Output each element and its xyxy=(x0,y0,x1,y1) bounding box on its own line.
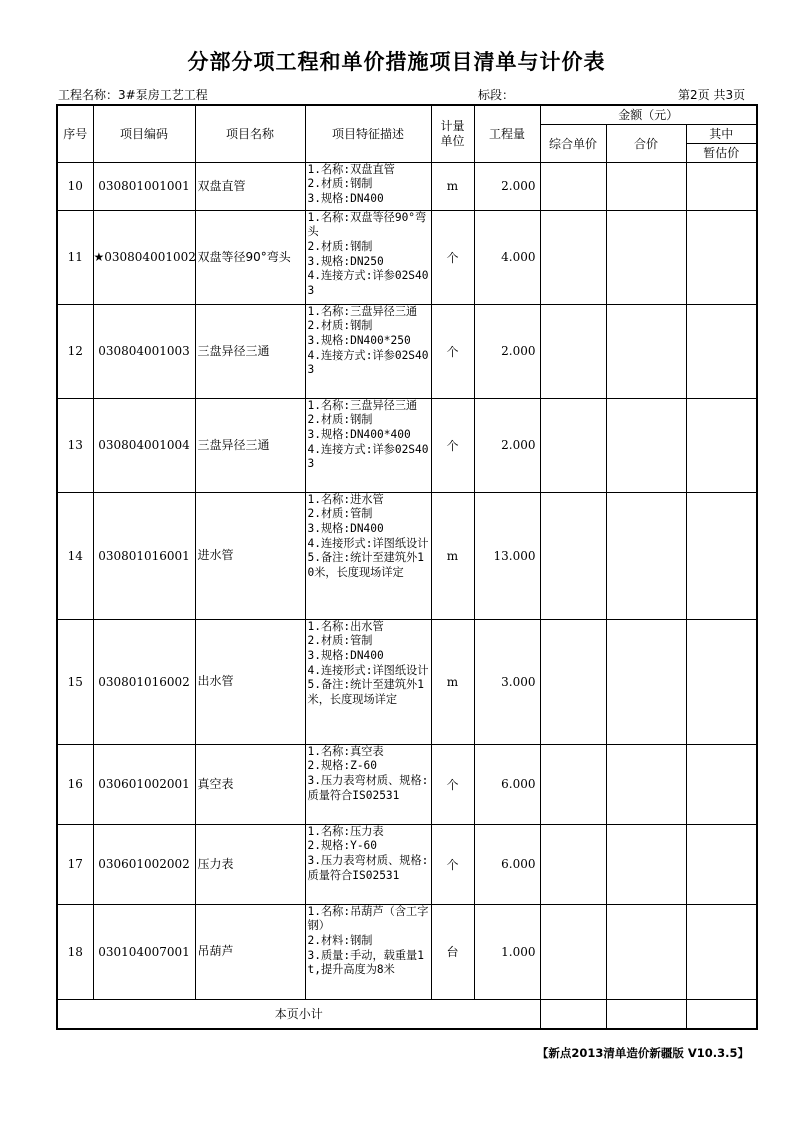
row-desc-text: 1.名称:双盘直管 2.材质:钢制 3.规格:DN400 xyxy=(307,162,395,205)
row-unit-text: 个 xyxy=(446,857,459,872)
row-qty-text: 2.000 xyxy=(501,344,536,358)
row-qty-text: 6.000 xyxy=(501,777,536,791)
header-unit-price: 综合单价 xyxy=(540,124,606,162)
row-seq xyxy=(57,492,93,619)
subtotal-total xyxy=(606,999,686,1029)
row-provisional xyxy=(686,304,757,398)
row-unit xyxy=(431,398,474,492)
row-desc-text: 1.名称:吊葫芦（含工字钢） 2.材料:钢制 3.质量:手动，载重量1t,提升高度为8米 xyxy=(307,904,429,977)
row-name xyxy=(195,162,305,210)
table-row xyxy=(57,210,757,304)
project-name: 工程名称：3#泵房工艺工程 xyxy=(58,88,208,102)
subtotal-unit-price xyxy=(540,999,606,1029)
row-qty xyxy=(474,744,540,824)
table-row xyxy=(57,904,757,999)
row-unit xyxy=(431,904,474,999)
row-code-text: 030601002001 xyxy=(98,777,190,791)
header-seq: 序号 xyxy=(57,105,93,162)
table-row xyxy=(57,824,757,904)
row-qty xyxy=(474,619,540,744)
row-name xyxy=(195,744,305,824)
header-amount: 金额（元） xyxy=(540,105,757,124)
row-provisional xyxy=(686,904,757,999)
row-unit xyxy=(431,304,474,398)
row-seq-text: 18 xyxy=(67,944,83,959)
row-provisional xyxy=(686,210,757,304)
subtotal-label: 本页小计 xyxy=(57,999,540,1029)
row-unit xyxy=(431,619,474,744)
row-name-text: 三盘异径三通 xyxy=(197,343,270,358)
row-desc xyxy=(305,619,431,744)
row-seq xyxy=(57,304,93,398)
row-desc xyxy=(305,304,431,398)
row-code xyxy=(93,744,195,824)
table-row xyxy=(57,744,757,824)
row-total xyxy=(606,162,686,210)
row-code xyxy=(93,619,195,744)
row-name-text: 压力表 xyxy=(197,856,234,871)
row-provisional xyxy=(686,162,757,210)
row-seq-text: 16 xyxy=(67,777,83,791)
row-qty-text: 1.000 xyxy=(501,944,536,959)
row-code xyxy=(93,492,195,619)
row-total xyxy=(606,904,686,999)
row-seq-text: 13 xyxy=(67,438,83,452)
row-seq xyxy=(57,398,93,492)
table-row xyxy=(57,304,757,398)
row-desc-text: 1.名称:三盘异径三通 2.材质:钢制 3.规格:DN400*250 4.连接方式:详参02S403 xyxy=(307,304,429,377)
row-code-text: 030801001001 xyxy=(98,179,190,193)
row-desc xyxy=(305,824,431,904)
row-unit xyxy=(431,744,474,824)
subtotal-provisional xyxy=(686,999,757,1029)
header-qty: 工程量 xyxy=(474,105,540,162)
row-provisional xyxy=(686,824,757,904)
row-seq-text: 11 xyxy=(67,250,83,264)
row-desc-text: 1.名称:进水管 2.材质:管制 3.规格:DN400 4.连接形式:详图纸设计 5.备注:统计至建筑外10米，长度现场详定 xyxy=(307,492,429,580)
header-code: 项目编码 xyxy=(93,105,195,162)
row-code-text: 030804001003 xyxy=(98,344,190,358)
row-unit-price xyxy=(540,210,606,304)
row-unit-text: m xyxy=(446,548,459,563)
row-code-text: 030804001004 xyxy=(98,438,190,452)
row-name-text: 进水管 xyxy=(197,548,234,562)
row-unit-text: 个 xyxy=(446,250,459,265)
row-qty xyxy=(474,492,540,619)
row-qty xyxy=(474,210,540,304)
row-desc xyxy=(305,210,431,304)
row-name xyxy=(195,492,305,619)
header-desc: 项目特征描述 xyxy=(305,105,431,162)
row-unit-price xyxy=(540,492,606,619)
bill-of-quantities-table xyxy=(56,104,758,1030)
header-total: 合价 xyxy=(606,124,686,162)
row-unit-text: 个 xyxy=(446,438,459,453)
row-seq xyxy=(57,162,93,210)
row-name xyxy=(195,824,305,904)
row-unit-price xyxy=(540,398,606,492)
row-total xyxy=(606,304,686,398)
row-code-text: ★030804001002 xyxy=(93,250,196,264)
row-total xyxy=(606,398,686,492)
table-row xyxy=(57,162,757,210)
row-provisional xyxy=(686,492,757,619)
row-name xyxy=(195,210,305,304)
row-qty-text: 2.000 xyxy=(501,179,536,193)
row-name-text: 三盘异径三通 xyxy=(197,437,270,452)
table-row xyxy=(57,619,757,744)
row-desc-text: 1.名称:真空表 2.规格:Z-60 3.压力表弯材质、规格:质量符合IS02531 xyxy=(307,744,429,802)
row-total xyxy=(606,210,686,304)
row-desc xyxy=(305,398,431,492)
row-desc-text: 1.名称:三盘异径三通 2.材质:钢制 3.规格:DN400*400 4.连接方式:详参02S403 xyxy=(307,398,429,471)
row-unit-text: m xyxy=(446,674,459,689)
row-code xyxy=(93,304,195,398)
header-unit: 计量单位 xyxy=(431,105,474,162)
row-seq-text: 17 xyxy=(67,857,83,871)
row-unit-price xyxy=(540,162,606,210)
row-name xyxy=(195,904,305,999)
row-seq xyxy=(57,904,93,999)
row-code xyxy=(93,398,195,492)
row-code-text: 030601002002 xyxy=(98,857,190,871)
header-name: 项目名称 xyxy=(195,105,305,162)
section-label: 标段： xyxy=(478,88,515,102)
table-row xyxy=(57,492,757,619)
row-desc xyxy=(305,492,431,619)
row-seq xyxy=(57,619,93,744)
row-qty xyxy=(474,162,540,210)
row-seq-text: 15 xyxy=(67,674,83,689)
row-code xyxy=(93,162,195,210)
table-row xyxy=(57,398,757,492)
row-name xyxy=(195,398,305,492)
row-seq-text: 14 xyxy=(67,548,83,563)
row-code xyxy=(93,904,195,999)
row-desc xyxy=(305,162,431,210)
row-desc-text: 1.名称:双盘等径90°弯头 2.材质:钢制 3.规格:DN250 4.连接方式:详参02S403 xyxy=(307,210,429,298)
row-unit-price xyxy=(540,904,606,999)
software-footer: 【新点2013清单造价新疆版 V10.3.5】 xyxy=(536,1046,749,1060)
row-unit xyxy=(431,492,474,619)
row-unit-price xyxy=(540,744,606,824)
header-provisional: 暂估价 xyxy=(686,143,757,162)
row-qty-text: 13.000 xyxy=(493,548,536,563)
row-qty-text: 4.000 xyxy=(501,250,536,264)
row-unit-price xyxy=(540,304,606,398)
row-code-text: 030801016001 xyxy=(98,548,190,563)
row-desc xyxy=(305,904,431,999)
row-provisional xyxy=(686,398,757,492)
row-unit-text: 个 xyxy=(446,777,459,792)
row-total xyxy=(606,744,686,824)
row-total xyxy=(606,619,686,744)
row-unit xyxy=(431,162,474,210)
row-unit-price xyxy=(540,619,606,744)
row-code xyxy=(93,824,195,904)
row-provisional xyxy=(686,619,757,744)
row-provisional xyxy=(686,744,757,824)
row-name-text: 吊葫芦 xyxy=(197,944,234,958)
row-qty-text: 2.000 xyxy=(501,438,536,452)
row-name-text: 真空表 xyxy=(197,776,234,791)
row-seq-text: 10 xyxy=(67,179,83,193)
row-total xyxy=(606,492,686,619)
row-code-text: 030104007001 xyxy=(98,944,190,959)
row-name-text: 双盘等径90°弯头 xyxy=(197,249,291,264)
row-name xyxy=(195,304,305,398)
row-code xyxy=(93,210,195,304)
row-name-text: 双盘直管 xyxy=(197,178,246,193)
row-seq-text: 12 xyxy=(67,344,83,358)
row-seq xyxy=(57,210,93,304)
row-unit xyxy=(431,824,474,904)
row-unit-text: m xyxy=(446,179,459,193)
page-number: 第2页 共3页 xyxy=(678,88,746,102)
row-unit-text: 台 xyxy=(446,945,459,959)
row-qty-text: 6.000 xyxy=(501,857,536,871)
row-desc-text: 1.名称:出水管 2.材质:管制 3.规格:DN400 4.连接形式:详图纸设计 5.备注:统计至建筑外1米，长度现场详定 xyxy=(307,619,429,707)
row-qty-text: 3.000 xyxy=(501,674,536,689)
row-name xyxy=(195,619,305,744)
row-qty xyxy=(474,398,540,492)
row-seq xyxy=(57,744,93,824)
row-desc-text: 1.名称:压力表 2.规格:Y-60 3.压力表弯材质、规格:质量符合IS02531 xyxy=(307,824,429,882)
row-total xyxy=(606,824,686,904)
page-title: 分部分项工程和单价措施项目清单与计价表 xyxy=(187,50,606,74)
row-seq xyxy=(57,824,93,904)
row-unit xyxy=(431,210,474,304)
row-qty xyxy=(474,904,540,999)
row-code-text: 030801016002 xyxy=(98,674,190,689)
row-unit-price xyxy=(540,824,606,904)
row-unit-text: 个 xyxy=(446,344,459,359)
row-name-text: 出水管 xyxy=(197,674,234,688)
header-of-which: 其中 xyxy=(686,124,757,143)
row-qty xyxy=(474,304,540,398)
row-qty xyxy=(474,824,540,904)
row-desc xyxy=(305,744,431,824)
